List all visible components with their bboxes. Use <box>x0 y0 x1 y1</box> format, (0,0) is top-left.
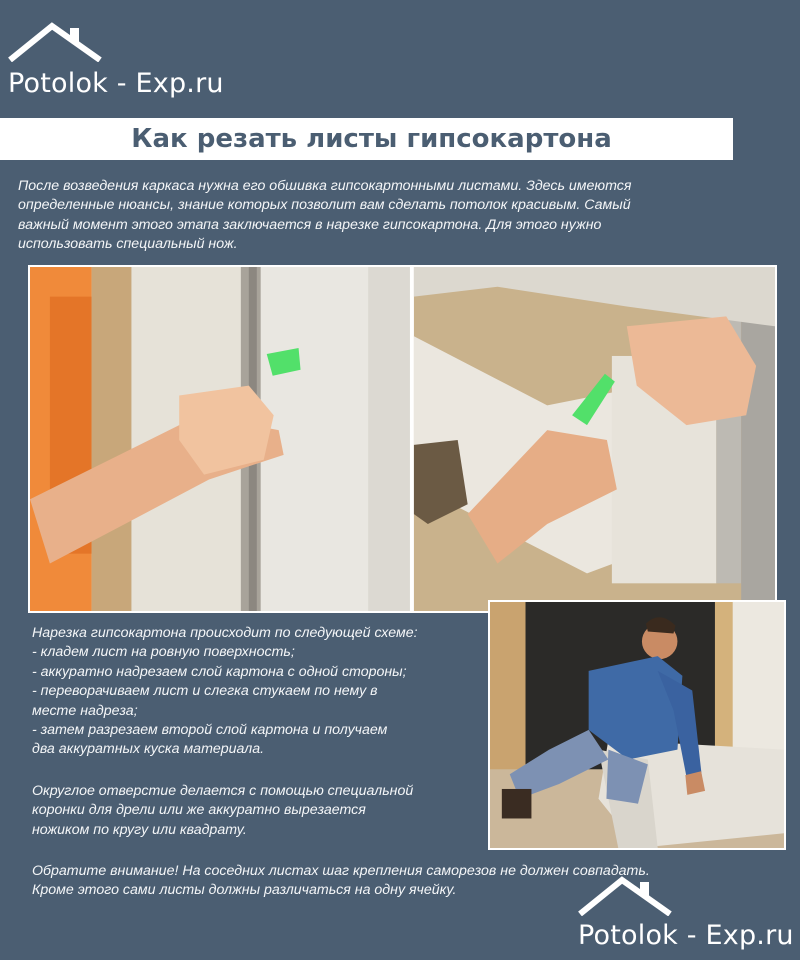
steps-line: два аккуратных куска материала. <box>32 741 265 758</box>
intro-line: использовать специальный нож. <box>18 236 238 253</box>
cutting-drywall-illustration <box>30 267 775 611</box>
drill-line: Округлое отверстие делается с помощью специальной <box>32 783 414 799</box>
worker-kneeling-illustration <box>490 602 784 848</box>
steps-line: Нарезка гипсокартона происходит по следующей схеме: <box>32 625 418 641</box>
intro-line: определенные нюансы, знание которых позволит вам сделать потолок красивым. Самый <box>18 197 631 214</box>
site-logo-top[interactable] <box>8 22 224 99</box>
steps-paragraph <box>32 624 492 760</box>
note-line: Обратите внимание! На соседних листах шаг крепления саморезов не должен совпадать. <box>32 863 650 879</box>
title-band <box>0 118 733 160</box>
note-line: Кроме этого сами листы должны различаться на одну ячейку. <box>32 882 457 899</box>
page-title: Как резать листы гипсокартона <box>131 124 612 154</box>
house-roof-icon <box>578 876 682 916</box>
steps-line: месте надреза; <box>32 702 138 719</box>
drill-line: ножиком по кругу или квадрату. <box>32 821 247 838</box>
intro-line: важный момент этого этапа заключается в нарезке гипсокартона. Для этого нужно <box>18 216 602 233</box>
steps-line: - кладем лист на ровную поверхность; <box>32 644 295 661</box>
logo-text: Potolok - Exp.ru <box>578 920 794 951</box>
drill-line: коронки для дрели или же аккуратно вырезается <box>32 802 366 819</box>
house-roof-icon <box>8 22 112 62</box>
intro-paragraph <box>18 177 788 255</box>
worker-kneeling-photo <box>488 600 786 850</box>
drill-paragraph <box>32 782 492 840</box>
logo-text: Potolok - Exp.ru <box>8 68 224 99</box>
steps-line: - аккуратно надрезаем слой картона с одной стороны; <box>32 663 407 680</box>
intro-line: После возведения каркаса нужна его обшивка гипсокартонными листами. Здесь имеются <box>18 178 632 194</box>
steps-line: - переворачиваем лист и слегка стукаем по нему в <box>32 683 378 700</box>
steps-line: - затем разрезаем второй слой картона и получаем <box>32 722 388 739</box>
site-logo-bottom[interactable] <box>578 876 794 951</box>
cutting-drywall-photo <box>28 265 777 613</box>
